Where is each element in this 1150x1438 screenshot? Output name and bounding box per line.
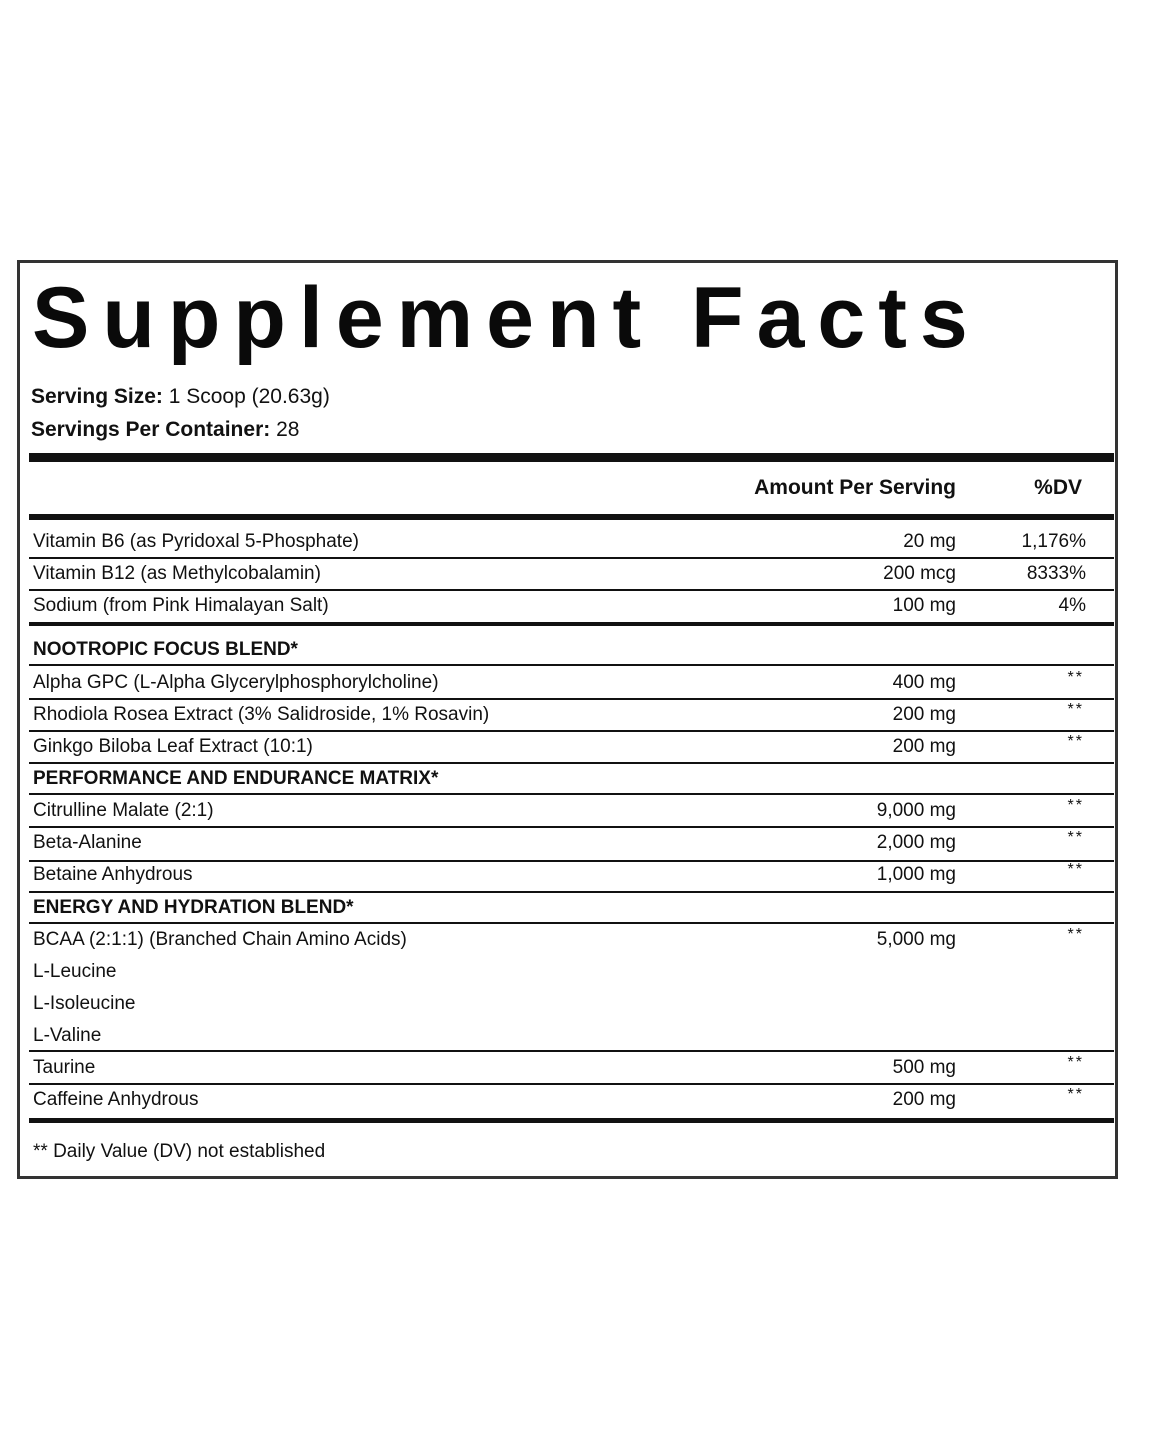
ingredient-dv: ** (1067, 829, 1084, 846)
column-header-amount: Amount Per Serving (754, 476, 956, 499)
ingredient-amount: 200 mg (892, 704, 956, 725)
ingredient-amount: 1,000 mg (876, 864, 956, 885)
divider-thin (29, 1050, 1114, 1052)
ingredient-dv: ** (1067, 861, 1084, 878)
servings-per-container-label: Servings Per Container: (31, 418, 271, 441)
nutrient-amount: 20 mg (903, 531, 956, 552)
ingredient-name: L-Valine (33, 1025, 102, 1046)
blend-title-row (29, 893, 1114, 923)
divider-thin (29, 664, 1114, 666)
ingredient-name: Citrulline Malate (2:1) (33, 800, 214, 821)
servings-per-container (31, 419, 299, 440)
divider-thick (29, 453, 1114, 462)
ingredient-amount: 200 mg (892, 1089, 956, 1110)
divider-thin (29, 922, 1114, 924)
column-header-row (29, 473, 1114, 503)
panel-title: Supplement Facts (32, 270, 981, 366)
column-header-dv: %DV (1034, 476, 1082, 499)
ingredient-name: L-Leucine (33, 961, 117, 982)
table-row (29, 700, 1114, 730)
nutrient-dv: 4% (1058, 595, 1086, 616)
ingredient-dv: ** (1067, 926, 1084, 943)
ingredient-dv: ** (1067, 1086, 1084, 1103)
ingredient-name: Caffeine Anhydrous (33, 1089, 199, 1110)
blend-title: ENERGY AND HYDRATION BLEND* (33, 897, 354, 918)
supplement-facts-panel (17, 260, 1118, 1179)
table-row (29, 527, 1114, 557)
ingredient-name: Betaine Anhydrous (33, 864, 193, 885)
table-row (29, 668, 1114, 698)
blend-title: PERFORMANCE AND ENDURANCE MATRIX* (33, 768, 439, 789)
table-row (29, 1053, 1114, 1083)
ingredient-name: Ginkgo Biloba Leaf Extract (10:1) (33, 736, 313, 757)
ingredient-amount: 5,000 mg (876, 929, 956, 950)
ingredient-amount: 500 mg (892, 1057, 956, 1078)
blend-title: NOOTROPIC FOCUS BLEND* (33, 639, 298, 660)
blend-title-row (29, 635, 1114, 665)
footnote: ** Daily Value (DV) not established (33, 1141, 326, 1162)
table-row (29, 925, 1114, 955)
table-row (29, 860, 1114, 890)
ingredient-name: Rhodiola Rosea Extract (3% Salidroside, 1% Rosavin) (33, 704, 490, 725)
ingredient-dv: ** (1067, 1054, 1084, 1071)
nutrient-amount: 100 mg (892, 595, 956, 616)
nutrient-dv: 8333% (1026, 563, 1086, 584)
serving-size-label: Serving Size: (31, 385, 163, 408)
divider-thick (29, 514, 1114, 520)
divider-thick (29, 1118, 1114, 1123)
servings-per-container-value: 28 (270, 418, 300, 441)
ingredient-amount: 2,000 mg (876, 832, 956, 853)
ingredient-dv: ** (1067, 797, 1084, 814)
table-row (29, 957, 1114, 987)
table-row (29, 732, 1114, 762)
table-row (29, 1021, 1114, 1051)
ingredient-name: BCAA (2:1:1) (Branched Chain Amino Acids) (33, 929, 407, 950)
table-row (29, 989, 1114, 1019)
ingredient-amount: 200 mg (892, 736, 956, 757)
ingredient-name: Beta-Alanine (33, 832, 142, 853)
ingredient-name: L-Isoleucine (33, 993, 136, 1014)
nutrient-name: Vitamin B6 (as Pyridoxal 5-Phosphate) (33, 531, 359, 552)
nutrient-name: Sodium (from Pink Himalayan Salt) (33, 595, 329, 616)
table-row (29, 796, 1114, 826)
ingredient-dv: ** (1067, 701, 1084, 718)
ingredient-name: Alpha GPC (L-Alpha Glycerylphosphorylcholine) (33, 672, 439, 693)
table-row (29, 828, 1114, 858)
ingredient-amount: 400 mg (892, 672, 956, 693)
serving-size-value: 1 Scoop (20.63g) (162, 385, 330, 408)
serving-size (31, 386, 330, 407)
ingredient-dv: ** (1067, 669, 1084, 686)
divider-thick (29, 622, 1114, 626)
table-row (29, 1085, 1114, 1115)
ingredient-amount: 9,000 mg (876, 800, 956, 821)
nutrient-name: Vitamin B12 (as Methylcobalamin) (33, 563, 321, 584)
blend-title-row (29, 764, 1114, 794)
ingredient-name: Taurine (33, 1057, 96, 1078)
ingredient-dv: ** (1067, 733, 1084, 750)
table-row (29, 591, 1114, 621)
nutrient-amount: 200 mcg (883, 563, 956, 584)
divider-thin (29, 793, 1114, 795)
table-row (29, 559, 1114, 589)
nutrient-dv: 1,176% (1021, 531, 1086, 552)
